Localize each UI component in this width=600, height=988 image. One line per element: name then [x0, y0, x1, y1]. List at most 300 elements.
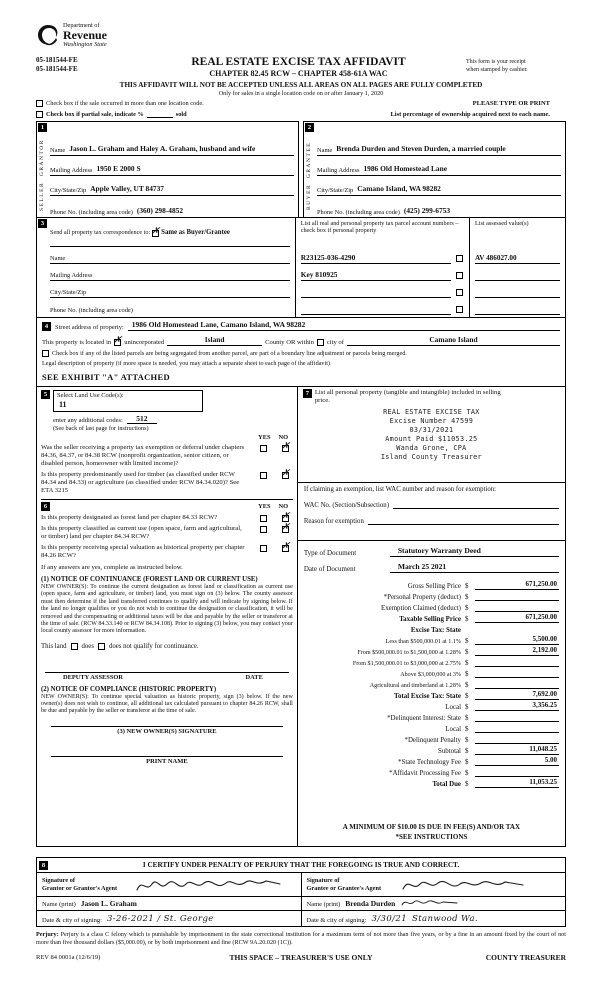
assessed-value-field[interactable] — [475, 313, 560, 315]
correspondence-citystate-label: City/State/Zip — [50, 289, 87, 296]
correspondence-mailing-row — [50, 264, 290, 281]
stamp-treasurer-name: Wanda Grone, CPA — [396, 443, 467, 452]
county-field[interactable]: Island — [167, 335, 262, 346]
section6-q1-text: Is this property designated as forest land per chapter 84.33 RCW? — [41, 514, 218, 522]
perjury-note — [36, 931, 566, 947]
seller-name-label: Name — [50, 147, 66, 154]
rev-number: REV 84 0001a (12/6/19) — [36, 953, 101, 961]
dollar-sign: $ — [464, 593, 469, 601]
new-owner-signature-line[interactable] — [51, 716, 283, 727]
personal-property-checkbox[interactable] — [456, 272, 463, 279]
dor-logo — [36, 22, 107, 48]
buyer-box — [303, 121, 566, 218]
partial-sale-row — [36, 110, 566, 118]
tax-row-delinquent-interest-local: Local $ — [304, 722, 559, 733]
tax-row-processing-fee: *Affidavit Processing Fee $ — [304, 766, 559, 777]
date-of-document-label: Date of Document — [303, 565, 356, 573]
deputy-date-label: DATE — [245, 673, 263, 681]
assessed-value-field[interactable] — [475, 279, 560, 281]
county-or-label: County OR within — [265, 339, 314, 346]
correspondence-name-row — [50, 247, 290, 264]
city-field[interactable]: Camano Island — [347, 335, 560, 346]
question-row — [41, 510, 293, 523]
section6-q3-text: Is this property receiving special valuation as historical property per chapter 84.26 RCW? — [41, 544, 245, 560]
dollar-sign: $ — [464, 670, 469, 678]
notice-2-body: NEW OWNER(S): To continue special valuation as historic property, sign (3) below. If the new owner(s) does not wish to continue, all additional tax calculated pursuant to chapter 84.26 RCW, shall be due and payable by the seller or transferor at the time of sale. — [41, 693, 293, 715]
dollar-sign: $ — [464, 758, 469, 766]
exemption-header: If claiming an exemption, list WAC number and reason for exemption: — [303, 486, 497, 493]
technology-fee-field[interactable]: 5.00 — [475, 756, 559, 766]
question-row — [41, 540, 293, 560]
section-5-yes-no-header — [41, 434, 293, 441]
buyer-name-row — [317, 124, 561, 156]
title-block — [131, 56, 466, 78]
name-print-label: Name (print) — [42, 901, 76, 908]
grantor-date-cell — [37, 911, 301, 926]
seller-mailing-label: Mailing Address — [50, 167, 93, 174]
buyer-citystate-label: City/State/Zip — [317, 187, 354, 194]
subtotal-field[interactable]: 11,048.25 — [475, 745, 559, 755]
ownership-note: List percentage of ownership acquired next to each name. — [390, 110, 550, 118]
type-of-document-label: Type of Document — [303, 549, 357, 557]
seller-grantor-vertical-label — [37, 136, 48, 215]
grantor-signature[interactable] — [134, 875, 284, 895]
additional-codes-field[interactable]: 512 — [127, 414, 157, 424]
exemption-claimed-field[interactable] — [475, 610, 559, 612]
x-mark: ✗ — [280, 467, 290, 480]
grantee-city-field[interactable]: Stanwood Wa. — [412, 914, 479, 924]
partial-sale-percent-field[interactable] — [147, 110, 173, 118]
historic-yes-checkbox[interactable] — [260, 545, 267, 552]
total-due-field[interactable]: 11,053.25 — [475, 778, 559, 788]
multi-location-row — [36, 100, 566, 107]
section-8-badge: 8 — [39, 861, 48, 870]
dollar-sign: $ — [464, 692, 469, 700]
date-city-row — [37, 911, 565, 926]
tax-row-gross: Gross Selling Price $ 671,250.00 — [407, 580, 557, 590]
parcel-header: List all real and personal property tax parcel account numbers – check box if personal property — [300, 220, 459, 235]
section-8 — [36, 857, 566, 927]
grantee-printed-name-field[interactable]: Brenda Durden — [345, 899, 396, 908]
grantor-role-label: Grantor or Grantor's Agent — [42, 884, 118, 892]
seller-phone-field[interactable]: (360) 298-4852 — [136, 206, 184, 216]
grantor-name-cell — [37, 897, 301, 910]
wac-row — [304, 501, 559, 509]
personal-property-deduct-field[interactable] — [475, 599, 559, 601]
city-of-label: city of — [326, 339, 344, 346]
receipt-line-1: This form is your receipt — [466, 59, 526, 65]
delinquent-interest-state-field[interactable] — [475, 720, 559, 722]
seller-name-row — [50, 124, 294, 156]
name-print-label: Name (print) — [306, 901, 341, 908]
q2-yes-checkbox[interactable] — [260, 472, 267, 479]
land-use-row — [41, 390, 293, 412]
grantee-name-cell — [301, 897, 566, 910]
date-city-label: Date & city of signing: — [42, 917, 102, 924]
section6-q2-text: Is this property classified as current use (open space, farm and agricultural, or timber) land per chapter 84.34 RCW? — [41, 525, 242, 541]
receipt-line-2: when stamped by cashier. — [466, 66, 528, 73]
print-name-block — [41, 746, 293, 765]
acceptance-warning: THIS AFFIDAVIT WILL NOT BE ACCEPTED UNLESS ALL AREAS ON ALL PAGES ARE FULLY COMPLETED — [119, 81, 483, 89]
grantee-signature-cell — [301, 873, 566, 896]
current-use-yes-checkbox[interactable] — [260, 526, 267, 533]
county-treasurer-label: COUNTY TREASURER — [485, 952, 566, 962]
tax-table — [298, 573, 565, 788]
stamp-title: REAL ESTATE EXCISE TAX — [383, 408, 480, 417]
revenue: Revenue — [63, 28, 107, 42]
dollar-sign: $ — [464, 780, 469, 788]
tax-row-exemption-claimed: Exemption Claimed (deduct) $ — [304, 601, 559, 612]
section-4 — [36, 318, 566, 387]
correspondence-phone-label: Phone No. (including area code) — [50, 307, 133, 314]
yes-header: YES — [258, 503, 271, 511]
dollar-sign: $ — [464, 725, 469, 733]
stamp-office: Island County Treasurer — [380, 452, 482, 461]
section-3-assessed — [470, 218, 565, 317]
partial-sale-checkbox[interactable] — [36, 111, 43, 118]
assessed-value-field[interactable] — [475, 296, 560, 298]
parties-section — [36, 121, 566, 218]
dor-logo-text — [63, 22, 107, 48]
washington-state: Washington State — [63, 41, 107, 48]
correspondence-phone-row — [50, 298, 290, 315]
section-1-badge: 1 — [38, 123, 47, 132]
buyer-phone-label: Phone No. (including area code) — [317, 209, 400, 216]
buyer-mailing-field[interactable]: 1986 Old Homestead Lane — [363, 164, 447, 174]
tax-row-subtotal: Subtotal $ 11,048.25 — [438, 745, 557, 755]
title-row — [36, 56, 566, 78]
reason-field[interactable] — [368, 517, 559, 525]
current-use-no-checkbox[interactable] — [280, 521, 290, 534]
dollar-sign: $ — [464, 659, 469, 667]
tax-row-personal-property: *Personal Property (deduct) $ — [304, 590, 559, 601]
left-column — [37, 387, 298, 846]
assessed-header: List assessed value(s) — [474, 220, 529, 227]
main-columns — [36, 387, 566, 847]
personal-property-checkbox[interactable] — [456, 289, 463, 296]
segregated-row — [42, 350, 560, 357]
segregated-label: Check box if any of the listed parcels are being segregated from another parcel, are part of a boundary line adjustment or parcels being merged. — [52, 350, 407, 357]
multi-location-label: Check box if the sale occurred in more than one location code. — [46, 100, 204, 107]
page-title: REAL ESTATE EXCISE TAX AFFIDAVIT — [191, 56, 406, 68]
land-use-code-field[interactable]: 11 — [59, 400, 67, 409]
unincorporated-checkbox[interactable] — [112, 334, 123, 347]
multi-location-checkbox[interactable] — [36, 100, 43, 107]
tax-row-taxable: Taxable Selling Price $ 671,250.00 — [399, 613, 557, 623]
section-6-header — [41, 502, 293, 511]
dollar-sign: $ — [464, 714, 469, 722]
correspondence-citystate-row — [50, 281, 290, 298]
land-use-label: Select Land Use Code(s): — [57, 392, 124, 399]
any-yes-note: If any answers are yes, complete as instructed below. — [41, 564, 183, 572]
treasurer-stamp — [303, 408, 560, 462]
parcel-number-field[interactable] — [301, 313, 451, 315]
exemption-area — [298, 483, 565, 541]
historic-no-checkbox[interactable] — [280, 540, 290, 553]
stamp-date: 03/31/2021 — [409, 426, 454, 434]
tax-row-technology-fee: *State Technology Fee $ 5.00 — [398, 756, 557, 766]
tax-row-tier3: From $1,500,000.01 to $3,000,000 at 2.75% $ — [304, 656, 559, 667]
correspondence-name-label: Name — [50, 255, 66, 262]
dollar-sign: $ — [464, 637, 469, 645]
street-address-label: Street address of property: — [55, 324, 124, 331]
parcel-row — [301, 247, 464, 264]
parcel-row — [301, 264, 464, 281]
buyer-name-field[interactable]: Brenda Durden and Steven Durden, a married couple — [336, 144, 506, 154]
buyer-citystate-field[interactable]: Camano Island, WA 98282 — [357, 184, 441, 194]
header — [36, 22, 566, 56]
seller-citystate-field[interactable]: Apple Valley, UT 84737 — [90, 184, 165, 194]
x-mark: ✗ — [112, 334, 123, 347]
minimum-fee-note — [298, 823, 565, 846]
dollar-sign: $ — [464, 604, 469, 612]
grantee-name-handwriting — [400, 897, 460, 908]
does-not-qualify-checkbox[interactable] — [98, 643, 105, 650]
legal-description-field[interactable]: SEE EXHIBIT "A" ATTACHED — [42, 372, 170, 382]
perjury-label: Perjury: — [36, 931, 59, 938]
parcel-row — [301, 298, 464, 315]
personal-property-label: List all personal property (tangible and intangible) included in selling price. — [314, 389, 501, 405]
personal-property-area — [298, 387, 565, 483]
dollar-sign: $ — [464, 681, 469, 689]
location-row — [42, 335, 560, 346]
assessed-value-field[interactable]: AV 486027.00 — [475, 254, 560, 264]
assessed-row — [475, 281, 560, 298]
tax-row-tier4: Above $3,000,000 at 3% $ — [304, 667, 559, 678]
seller-mailing-row — [50, 156, 294, 176]
tier3-amount-field[interactable] — [475, 665, 559, 667]
assessed-row — [475, 247, 560, 264]
tax-row-tier1: Less than $500,000.01 at 1.1% $ 5,500.00 — [385, 635, 557, 645]
dor-swoosh-icon — [36, 23, 60, 47]
seller-box — [36, 121, 299, 218]
question-row — [41, 440, 293, 468]
correspondence-mailing-label: Mailing Address — [50, 272, 93, 279]
minimum-fee-line-2: *SEE INSTRUCTIONS — [395, 832, 468, 841]
personal-property-checkbox[interactable] — [456, 255, 463, 262]
notice-1-title: (1) NOTICE OF CONTINUANCE (FOREST LAND OR CURRENT USE) — [41, 576, 258, 584]
notice-1-body: NEW OWNER(S): To continue the current designation as forest land or classification as current use (open space, farm and agriculture, or timber) land, you must sign on (3) below. The county assessor must then determine if the land transferred continues to qualify and will indicate by signing below. If the land no longer qualifies or you do not wish to continue the designation or classification, it will be removed and the compensating or additional taxes will be due and payable by the seller or transferor at the time of sale. (RCW 84.33.140 or RCW 84.34.108). Prior to signing (3) below, you may contact your local county assessor for more information. — [41, 584, 293, 635]
assessed-row — [475, 264, 560, 281]
q1-no-checkbox[interactable] — [280, 440, 290, 453]
seller-citystate-label: City/State/Zip — [50, 187, 87, 194]
does-label: does — [81, 642, 94, 650]
gross-selling-price-field[interactable]: 671,250.00 — [475, 580, 559, 590]
type-of-document-row — [304, 546, 559, 557]
print-name-label: PRINT NAME — [146, 757, 188, 765]
buyer-mailing-row — [317, 156, 561, 176]
question-row — [41, 521, 293, 541]
grantor-date-city-field[interactable]: 3-26-2021 / St. George — [106, 914, 214, 924]
seller-name-field[interactable]: Jason L. Graham and Haley A. Graham, husband and wife — [69, 144, 256, 154]
yes-header: YES — [258, 434, 271, 441]
grantee-date-cell — [301, 911, 566, 926]
form-number-1: 05-181544-FE — [36, 56, 78, 64]
treasurer-space-label: THIS SPACE – TREASURER'S USE ONLY — [229, 952, 373, 962]
grantee-date-field[interactable]: 3/30/21 — [371, 914, 408, 924]
does-not-label: does not qualify for continuance. — [108, 642, 199, 650]
wac-field[interactable] — [393, 501, 559, 509]
unincorporated-label: unincorporated — [124, 339, 165, 346]
seller-phone-label: Phone No. (including area code) — [50, 209, 133, 216]
partial-sale-label: Check box if partial sale, indicate % — [46, 110, 144, 118]
section-7-badge: 7 — [303, 389, 312, 398]
correspondence-header — [50, 220, 290, 247]
grantee-signature[interactable] — [399, 875, 529, 895]
tax-row-local: Local $ 3,356.25 — [445, 701, 557, 711]
parcel-number-field[interactable] — [301, 296, 451, 298]
dollar-sign: $ — [464, 769, 469, 777]
reason-row — [304, 517, 559, 525]
buyer-phone-row — [317, 196, 561, 217]
x-mark: ✗ — [280, 440, 290, 453]
agricultural-amount-field[interactable] — [475, 687, 559, 689]
street-address-field[interactable]: 1986 Old Homestead Lane, Camano Island, WA 98282 — [128, 320, 560, 331]
seller-role-bottom: GRANTOR — [39, 139, 45, 177]
no-header: NO — [278, 434, 289, 441]
section-2-badge: 2 — [305, 123, 314, 132]
tax-row-tier2: From $500,000.01 to $1,500,000 at 1.28% $ 2,192.00 — [357, 646, 557, 656]
partial-sale-suffix: sold — [175, 110, 187, 118]
buyer-role-bottom: GRANTEE — [306, 141, 312, 178]
grantor-signature-cell — [37, 873, 301, 896]
print-name-row — [37, 897, 565, 911]
assessed-row — [475, 298, 560, 315]
personal-property-checkbox[interactable] — [456, 306, 463, 313]
type-of-document-field[interactable]: Statutory Warranty Deed — [390, 546, 559, 557]
processing-fee-field[interactable] — [475, 775, 559, 777]
form-number-2: 05-181544-FE — [36, 65, 78, 74]
reason-label: Reason for exemption — [303, 518, 364, 525]
wac-label: WAC No. (Section/Subsection) — [303, 502, 389, 509]
local-excise-field[interactable]: 3,356.25 — [475, 701, 559, 711]
street-address-row — [42, 320, 560, 331]
buyer-role-top: BUYER — [306, 183, 312, 210]
tax-row-total-state: Total Excise Tax: State $ 7,692.00 — [394, 690, 557, 700]
notice-2-title: (2) NOTICE OF COMPLIANCE (HISTORIC PROPERTY) — [41, 685, 217, 693]
buyer-mailing-label: Mailing Address — [317, 167, 360, 174]
section-3-badge: 3 — [38, 219, 47, 228]
question-row — [41, 467, 293, 495]
grantee-role-label: Grantee or Grantee's Agent — [306, 884, 382, 892]
tax-row-agricultural: Agricultural and timberland at 1.28% $ — [304, 678, 559, 689]
grantor-printed-name-field[interactable]: Jason L. Graham — [80, 899, 137, 908]
section-5-badge: 5 — [41, 390, 50, 399]
dollar-sign: $ — [464, 582, 469, 590]
buyer-name-label: Name — [317, 147, 333, 154]
x-mark: ✗ — [280, 540, 290, 553]
section-4-badge: 4 — [42, 322, 51, 331]
section-6 — [41, 499, 293, 767]
land-use-box[interactable] — [53, 390, 203, 412]
x-mark: ✗ — [150, 225, 161, 237]
seller-role-top: SELLER — [39, 182, 45, 212]
section-3-parcels — [296, 218, 470, 317]
dollar-sign: $ — [464, 736, 469, 744]
section-3-correspondence — [37, 218, 296, 317]
parcel-number-field[interactable]: R23125-036-4290 — [301, 253, 451, 264]
parcel-number-field[interactable]: Key 810925 — [301, 270, 451, 281]
buyer-grantee-vertical-label — [304, 136, 315, 215]
x-mark: ✗ — [280, 521, 290, 534]
additional-codes-label: enter any additional codes: — [53, 417, 123, 424]
tax-row-excise-state-header: Excise Tax: State — [410, 627, 461, 634]
perjury-body: Perjury is a class C felony which is punishable by imprisonment in the state correctional institution for a maximum term of not more than five years, or by a fine in an amount fixed by the court of not more than five thousand dollars ($5,000.00), or by both imprisonment and fine (RCW 9A.20.020 (1C)). — [36, 931, 566, 946]
date-city-label: Date & city of signing: — [306, 917, 367, 924]
page-footer — [36, 953, 566, 962]
certify-statement: I CERTIFY UNDER PENALTY OF PERJURY THAT THE FOREGOING IS TRUE AND CORRECT. — [142, 861, 460, 869]
segregated-checkbox[interactable] — [42, 350, 49, 357]
stamp-excise-number: Excise Number 47599 — [389, 417, 474, 426]
section5-q2-text: Is this property predominantly used for timber (as classified under RCW 84.34 and 84.33) or agriculture (as classified under RCW 84.34.020)? See ETA 3215 — [41, 470, 240, 494]
print-name-line[interactable] — [51, 746, 283, 757]
delinquent-penalty-field[interactable] — [475, 742, 559, 744]
signature-of-label: Signature of — [306, 876, 340, 884]
qualify-pre-label: This land — [41, 642, 67, 650]
buyer-citystate-row — [317, 176, 561, 196]
date-of-document-row — [304, 562, 559, 573]
deputy-assessor-block — [41, 660, 293, 681]
tier2-amount-field[interactable]: 2,192.00 — [475, 646, 559, 656]
deputy-assessor-signature-line[interactable] — [45, 660, 289, 673]
taxable-selling-price-field[interactable]: 671,250.00 — [475, 613, 559, 623]
tier1-amount-field[interactable]: 5,500.00 — [475, 635, 559, 645]
x-mark: ✗ — [280, 510, 290, 523]
legal-description-label: Legal description of property (if more space is needed, you may attach a separate sheet to each page of the affidavit) — [42, 360, 330, 367]
delinquent-interest-local-field[interactable] — [475, 731, 559, 733]
forest-yes-checkbox[interactable] — [260, 515, 267, 522]
right-column — [298, 387, 565, 846]
parcel-row — [301, 281, 464, 298]
dollar-sign: $ — [464, 703, 469, 711]
receipt-note — [466, 56, 566, 74]
section5-q1-text: Was the seller receiving a property tax exemption or deferral under chapters 84.36, 84.37, or 84.38 RCW (nonprofit organization, senior citizen, or disabled person, homeowner with limited income)? — [41, 444, 245, 467]
minimum-fee-line-1: A MINIMUM OF $10.00 IS DUE IN FEE(S) AND/OR TAX — [342, 823, 521, 832]
dollar-sign: $ — [464, 648, 469, 656]
seller-phone-row — [50, 196, 294, 217]
form-numbers — [36, 56, 131, 74]
city-checkbox[interactable] — [317, 339, 324, 346]
q2-no-checkbox[interactable] — [280, 467, 290, 480]
page-subtitle: CHAPTER 82.45 RCW – CHAPTER 458-61A WAC — [209, 69, 388, 78]
seller-mailing-field[interactable]: 1950 E 2000 S — [96, 164, 141, 174]
date-of-document-field[interactable]: March 25 2021 — [390, 562, 559, 573]
dept-of: Department of — [63, 22, 100, 29]
signature-row — [37, 873, 565, 897]
dollar-sign: $ — [464, 747, 469, 755]
new-owner-signature-label: (3) NEW OWNER(S) SIGNATURE — [117, 727, 217, 735]
does-qualify-checkbox[interactable] — [71, 643, 78, 650]
q1-yes-checkbox[interactable] — [260, 445, 267, 452]
new-owner-signature-block — [41, 716, 293, 735]
instructions-note: (See back of last page for instructions) — [53, 425, 149, 432]
deputy-assessor-label: DEPUTY ASSESSOR — [63, 673, 123, 681]
located-in-label: This property is located in — [42, 339, 112, 346]
send-correspondence-label: Send all property tax correspondence to: — [50, 229, 151, 237]
tax-row-total-due: Total Due $ 11,053.25 — [432, 778, 557, 788]
tier4-amount-field[interactable] — [475, 676, 559, 678]
same-as-buyer-label: Same as Buyer/Grantee — [161, 228, 230, 236]
only-for-note: Only for sales in a single location code on or after January 1, 2020 — [218, 90, 384, 97]
buyer-phone-field[interactable]: (425) 299-6753 — [403, 206, 451, 216]
additional-codes-row — [41, 414, 293, 424]
section-6-badge: 6 — [41, 502, 50, 511]
total-excise-state-field[interactable]: 7,692.00 — [475, 690, 559, 700]
tax-row-delinquent-penalty: *Delinquent Penalty $ — [304, 733, 559, 744]
qualify-row — [41, 643, 293, 650]
seller-citystate-row — [50, 176, 294, 196]
same-as-buyer-checkbox[interactable] — [150, 225, 161, 237]
